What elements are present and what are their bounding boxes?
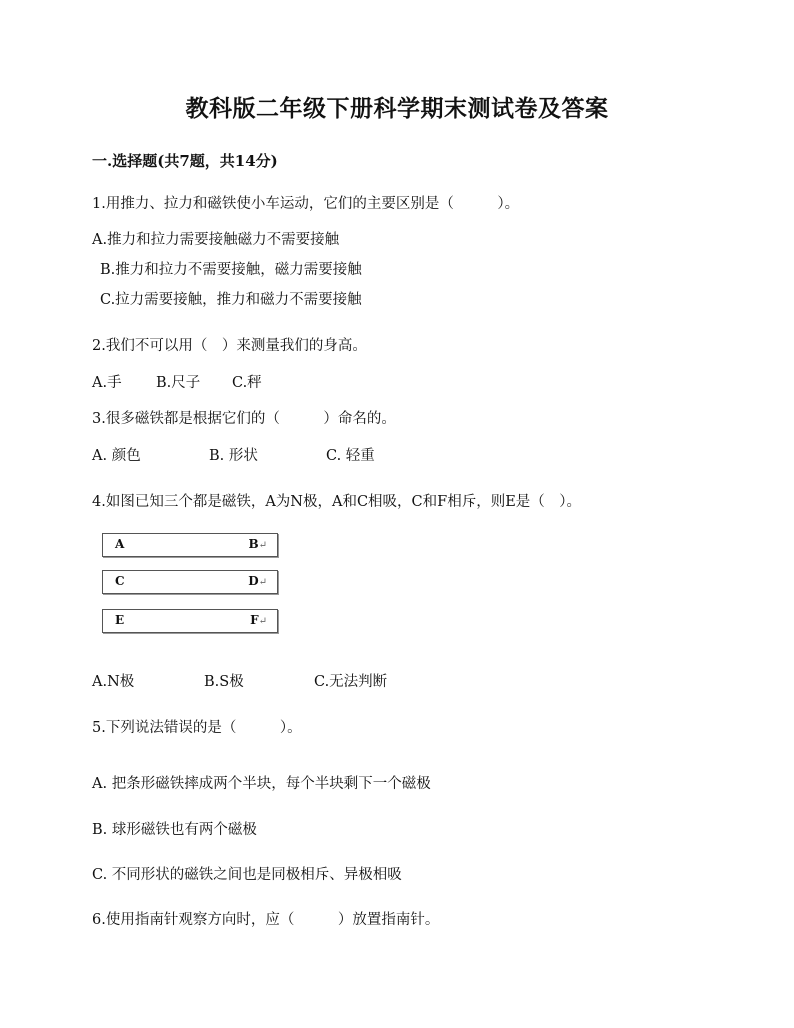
question-1-stem: 1.用推力、拉力和磁铁使小车运动，它们的主要区别是（ ）。 [92, 196, 520, 212]
question-3-option-b: B. 形状 [209, 448, 258, 464]
magnet-pole-a: A [115, 537, 125, 551]
magnet-cd [102, 570, 278, 594]
question-5-option-a: A. 把条形磁铁摔成两个半块，每个半块剩下一个磁极 [92, 776, 431, 792]
paragraph-mark-icon: ↵ [258, 577, 267, 588]
question-3-option-a: A. 颜色 [92, 448, 141, 464]
question-2-option-b: B.尺子 [156, 375, 201, 391]
magnet-pole-f: F↵ [250, 613, 267, 627]
paragraph-mark-icon: ↵ [258, 540, 267, 551]
magnet-pole-d: D↵ [248, 574, 267, 588]
question-5-option-c: C. 不同形状的磁铁之间也是同极相斥、异极相吸 [92, 867, 402, 883]
paragraph-mark-icon: ↵ [258, 616, 267, 627]
question-1-option-b: B.推力和拉力不需要接触，磁力需要接触 [100, 262, 362, 278]
question-3-option-c: C. 轻重 [326, 448, 375, 464]
question-1-option-c: C.拉力需要接触，推力和磁力不需要接触 [100, 292, 362, 308]
question-4-stem: 4.如图已知三个都是磁铁，A为N极，A和C相吸，C和F相斥，则E是（ ）。 [92, 494, 582, 510]
question-6-stem: 6.使用指南针观察方向时，应（ ）放置指南针。 [92, 912, 440, 928]
magnet-ab [102, 533, 278, 557]
question-4-option-a: A.N极 [92, 674, 135, 690]
question-3-stem: 3.很多磁铁都是根据它们的（ ）命名的。 [92, 411, 396, 427]
magnet-ef [102, 609, 278, 633]
question-5-stem: 5.下列说法错误的是（ ）。 [92, 720, 302, 736]
question-2-stem: 2.我们不可以用（ ）来测量我们的身高。 [92, 338, 367, 354]
magnet-pole-c: C [115, 574, 125, 588]
question-2-option-a: A.手 [92, 375, 122, 391]
question-1-option-a: A.推力和拉力需要接触磁力不需要接触 [92, 232, 340, 248]
question-4-option-c: C.无法判断 [314, 674, 388, 690]
page-title: 教科版二年级下册科学期末测试卷及答案 [185, 95, 609, 122]
question-5-option-b: B. 球形磁铁也有两个磁极 [92, 822, 257, 838]
magnet-pole-b: B↵ [248, 537, 267, 551]
magnet-pole-e: E [115, 613, 125, 627]
question-2-option-c: C.秤 [232, 375, 262, 391]
section-heading: 一.选择题(共7题，共14分) [92, 152, 278, 170]
question-4-option-b: B.S极 [204, 674, 244, 690]
